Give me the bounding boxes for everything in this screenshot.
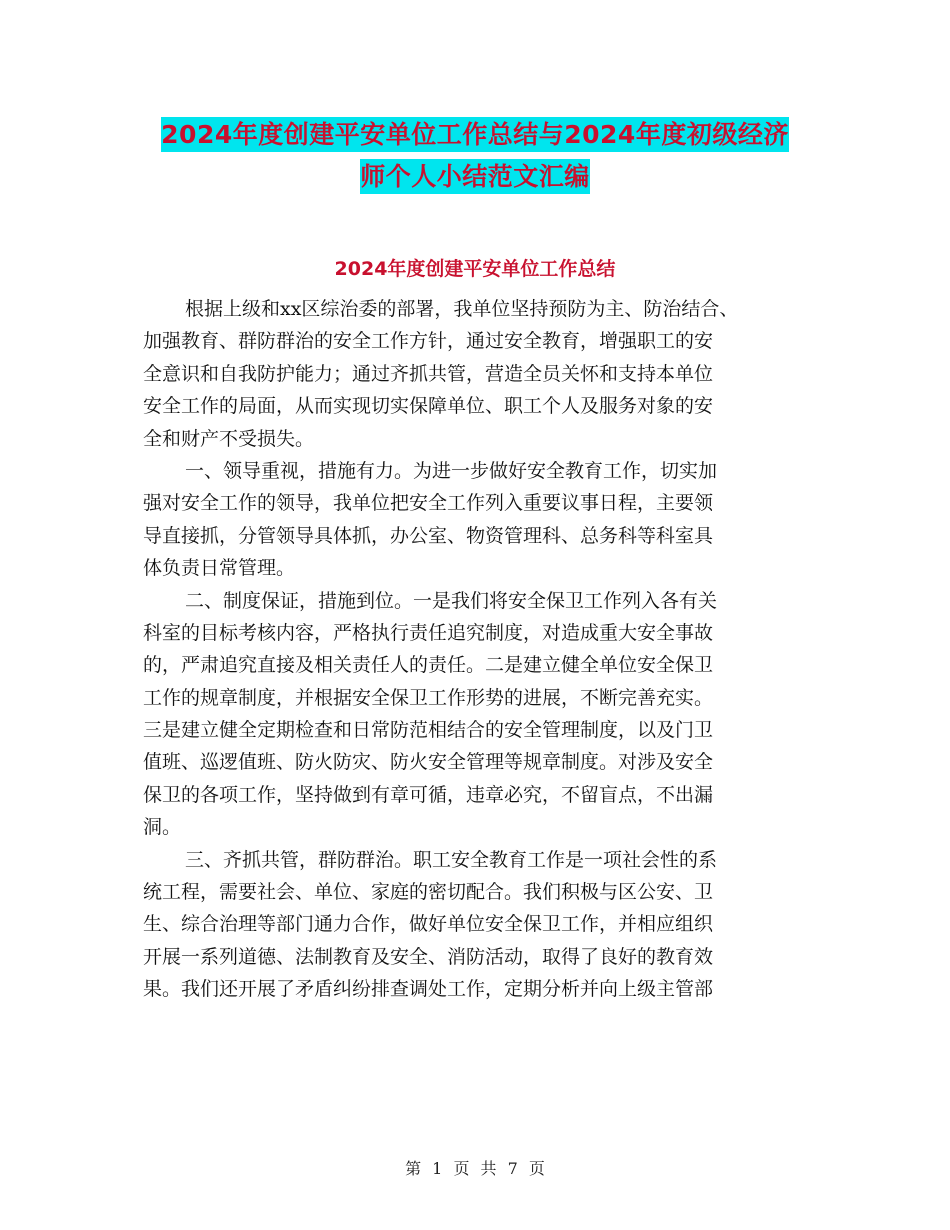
text-line: 统工程，需要社会、单位、家庭的密切配合。我们积极与区公安、卫 xyxy=(143,881,714,904)
text-line: 体负责日常管理。 xyxy=(143,557,296,580)
title-highlight: 师个人小结范文汇编 xyxy=(360,159,590,194)
page-footer: 第 1 页 共 7 页 xyxy=(405,1159,545,1178)
text-line: 保卫的各项工作，坚持做到有章可循，违章必究，不留盲点，不出漏 xyxy=(143,783,714,806)
text-line: 洞。 xyxy=(143,816,182,839)
text-line: 全和财产不受损失。 xyxy=(143,427,315,450)
text-line: 科室的目标考核内容，严格执行责任追究制度，对造成重大安全事故 xyxy=(143,621,714,644)
text-line: 强对安全工作的领导，我单位把安全工作列入重要议事日程，主要领 xyxy=(143,492,714,515)
text-line: 工作的规章制度，并根据安全保卫工作形势的进展，不断完善充实。 xyxy=(143,686,714,709)
text-line: 导直接抓，分管领导具体抓，办公室、物资管理科、总务科等科室具 xyxy=(143,524,714,547)
text-line: 二、制度保证，措施到位。一是我们将安全保卫工作列入各有关 xyxy=(185,589,718,612)
text-line: 加强教育、群防群治的安全工作方针，通过安全教育，增强职工的安 xyxy=(143,330,714,353)
text-line: 生、综合治理等部门通力合作，做好单位安全保卫工作，并相应组织 xyxy=(143,913,714,936)
text-line: 三是建立健全定期检查和日常防范相结合的安全管理制度，以及门卫 xyxy=(143,719,714,742)
section-heading: 2024年度创建平安单位工作总结 xyxy=(334,258,616,280)
text-line: 的，严肃追究直接及相关责任人的责任。二是建立健全单位安全保卫 xyxy=(143,654,714,677)
text-line: 值班、巡逻值班、防火防灾、防火安全管理等规章制度。对涉及安全 xyxy=(143,751,714,774)
text-line: 一、领导重视，措施有力。为进一步做好安全教育工作，切实加 xyxy=(185,459,718,482)
document-title-line-2 xyxy=(0,157,950,193)
text-line: 根据上级和xx区综治委的部署，我单位坚持预防为主、防治结合、 xyxy=(185,298,739,320)
body-text xyxy=(143,293,823,1006)
text-line: 全意识和自我防护能力；通过齐抓共管，营造全员关怀和支持本单位 xyxy=(143,362,714,385)
text-line: 开展一系列道德、法制教育及安全、消防活动，取得了良好的教育效 xyxy=(143,945,714,968)
text-line: 安全工作的局面，从而实现切实保障单位、职工个人及服务对象的安 xyxy=(143,395,714,418)
document-title-line-1 xyxy=(0,115,950,151)
title-highlight: 2024年度创建平安单位工作总结与2024年度初级经济 xyxy=(161,117,789,152)
text-line: 果。我们还开展了矛盾纠纷排查调处工作，定期分析并向上级主管部 xyxy=(143,978,714,1001)
text-line: 三、齐抓共管，群防群治。职工安全教育工作是一项社会性的系 xyxy=(185,848,718,871)
